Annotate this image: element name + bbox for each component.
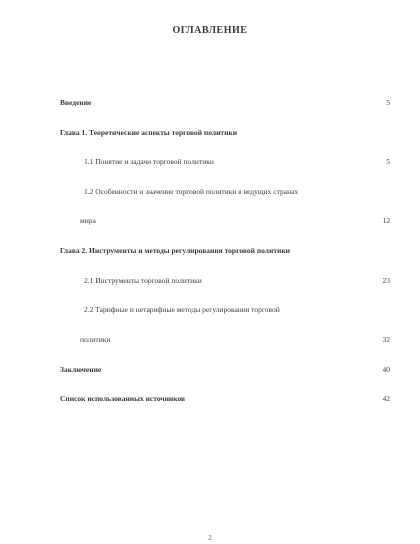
toc-entry-page: 23 <box>382 276 390 285</box>
toc-entry-label: Заключение <box>60 365 102 374</box>
toc-entry-page: 12 <box>382 216 390 225</box>
page-number: 2 <box>208 534 212 542</box>
toc-entry-label: Глава 2. Инструменты и методы регулирования торговой политики <box>60 246 290 255</box>
toc-entry-page: 32 <box>382 335 390 344</box>
toc-entry-label: Глава 1. Теоретические аспекты торговой политики <box>60 128 238 137</box>
toc-entry-label: 1.1 Понятие и задачи торговой политики <box>84 157 214 166</box>
toc-entry-page: 42 <box>382 394 390 403</box>
page-title: ОГЛАВЛЕНИЕ <box>172 25 248 36</box>
toc-entry-page: 5 <box>386 98 390 107</box>
toc-entry-label: 1.2 Особенности и значение торговой политики в ведущих странах <box>84 187 299 196</box>
toc-entry-label: мира <box>80 216 96 225</box>
toc-entry-label: Введение <box>60 98 92 107</box>
toc-entry-page: 5 <box>386 157 390 166</box>
toc-entry-label: политики <box>80 335 111 344</box>
toc-entry-label: 2.2 Тарифные и нетарифные методы регулирования торговой <box>84 305 280 314</box>
toc-entry-label: Список использованных источников <box>60 394 186 403</box>
toc-entry-label: 2.1 Инструменты торговой политики <box>84 276 202 285</box>
toc-entry-page: 40 <box>382 365 390 374</box>
